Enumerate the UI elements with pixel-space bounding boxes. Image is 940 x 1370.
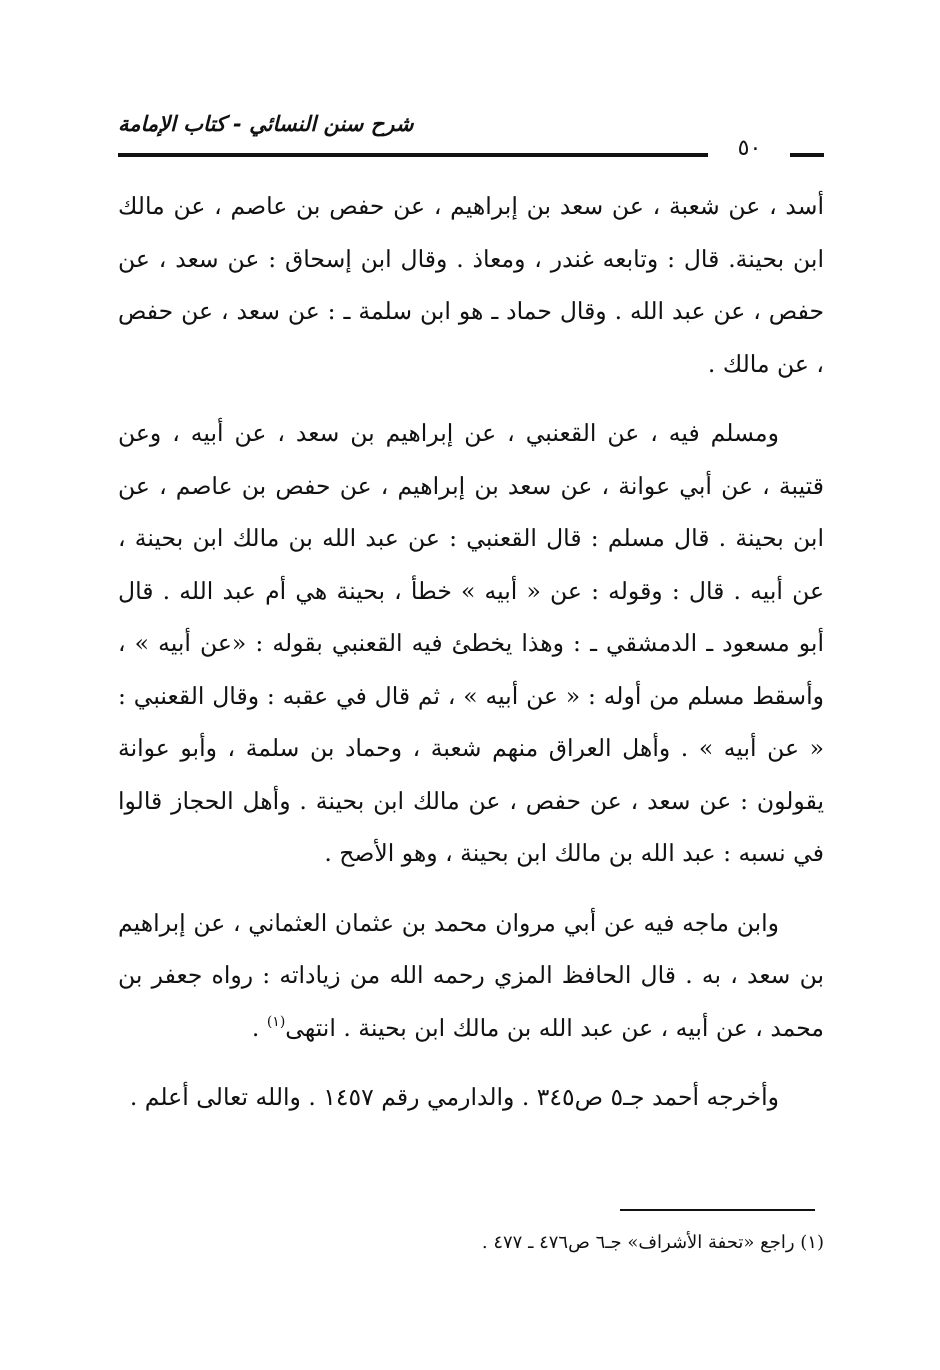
paragraph-2: ومسلم فيه ، عن القعنبي ، عن إبراهيم بن سعد ، عن أبيه ، وعن قتيبة ، عن أبي عوانة ، عن سعد بن إبراهيم ، عن حفص بن عاصم ، عن ابن بحينة . قال مسلم : قال القعنبي : عن عبد الله بن مالك ابن بحينة ، عن أبيه . قال : وقوله : عن « أبيه » خطأ ، بحينة هي أم عبد الله . قال أبو مسعود ـ الدمشقي ـ : وهذا يخطئ فيه القعنبي بقوله : «عن أبيه » ، وأسقط مسلم من أوله : « عن أبيه » ، ثم قال في عقبه : وقال القعنبي : « عن أبيه » . وأهل العراق منهم شعبة ، وحماد بن سلمة ، وأبو عوانة يقولون : عن سعد ، عن حفص ، عن مالك ابن بحينة . وأهل الحجاز قالوا في نسبه : عبد الله بن مالك ابن بحينة ، وهو الأصح . xyxy=(118,419,824,867)
footnote-reference[interactable]: (١) xyxy=(266,1013,286,1030)
paragraph-4: وأخرجه أحمد جـ٥ ص٣٤٥ . والدارمي رقم ١٤٥٧ . والله تعالى أعلم . xyxy=(129,1083,779,1111)
header-rule xyxy=(118,153,708,157)
footnote: (١) راجع «تحفة الأشراف» جـ٦ ص٤٧٦ ـ ٤٧٧ . xyxy=(481,1232,824,1253)
paragraph-1: أسد ، عن شعبة ، عن سعد بن إبراهيم ، عن حفص بن عاصم ، عن مالك ابن بحينة. قال : وتابعه غندر ، ومعاذ . وقال ابن إسحاق : عن سعد ، عن حفص ، عن عبد الله . وقال حماد ـ هو ابن سلمة ـ : عن سعد ، عن حفص ، عن مالك . xyxy=(118,192,824,378)
page-number: ٥٠ xyxy=(737,136,762,161)
page-number-rule xyxy=(790,153,824,157)
running-header-title: شرح سنن النسائي - كتاب الإمامة xyxy=(118,112,414,136)
paragraph-3-end: . xyxy=(251,1013,267,1042)
paragraph-3-text: وابن ماجه فيه عن أبي مروان محمد بن عثمان العثماني ، عن إبراهيم بن سعد ، به . قال الحافظ المزي رحمه الله من زياداته : رواه جعفر بن محمد ، عن أبيه ، عن عبد الله بن مالك ابن بحينة . انتهى xyxy=(118,908,824,1042)
body-text xyxy=(118,180,824,1141)
paragraph-3 xyxy=(118,897,824,1055)
footnote-rule xyxy=(620,1209,815,1211)
